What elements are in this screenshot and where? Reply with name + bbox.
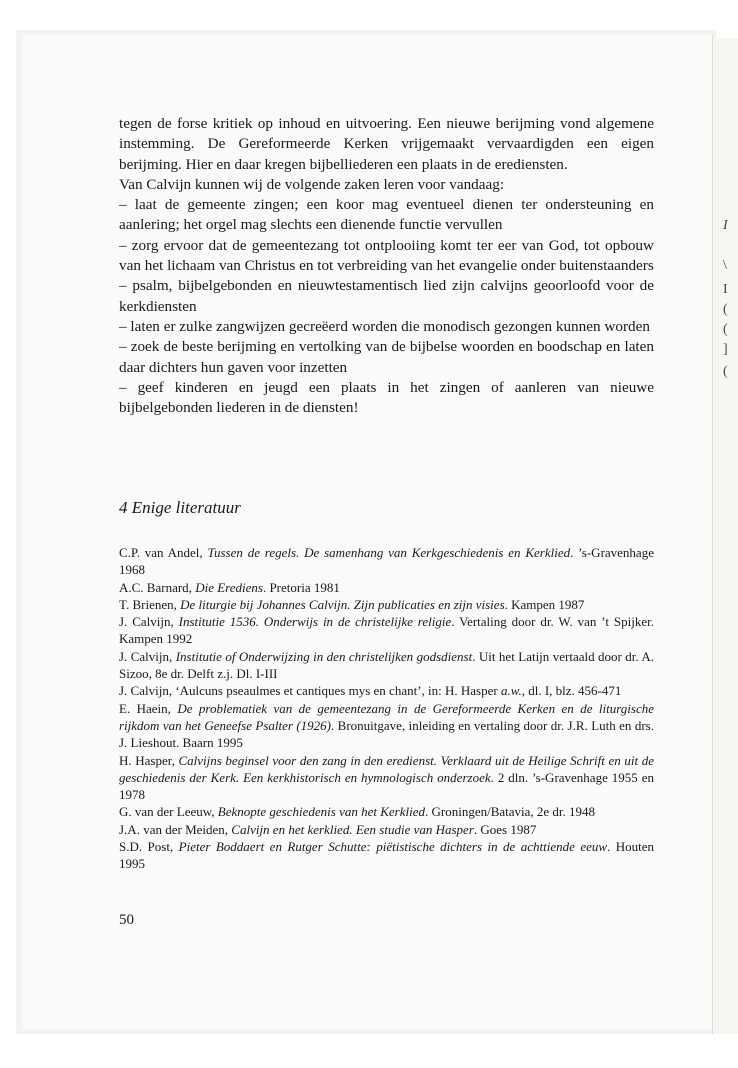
ref-title: a.w. bbox=[500, 683, 522, 699]
ref-author: J.A. van der Meiden, bbox=[119, 821, 232, 837]
reference-entry bbox=[119, 682, 654, 699]
ref-author: C.P. van Andel, bbox=[119, 545, 208, 560]
reference-entry bbox=[119, 752, 654, 804]
ref-author: H. Hasper, bbox=[119, 752, 179, 768]
reference-entry bbox=[119, 803, 654, 820]
ref-author: S.D. Post, bbox=[119, 839, 179, 855]
ref-author: J. Calvijn, bbox=[119, 614, 179, 630]
ref-title: De problematiek van de gemeentezang in de Gereformeerde Kerken en de liturgische rijkdom van het Geneefse Psalter (1926) bbox=[119, 700, 655, 733]
adjacent-glyph: ( bbox=[723, 322, 728, 337]
reference-entry bbox=[119, 700, 654, 752]
bullet-item: – geef kinderen en jeugd een plaats in het zingen of aanleren van nieuwe bijbelgebonden liederen in de diensten! bbox=[119, 378, 654, 417]
bullet-item: – laat de gemeente zingen; een koor mag eventueel dienen ter ondersteuning en aanlering; het orgel mag slechts een dienende functie vervullen bbox=[119, 196, 654, 234]
ref-publication: . Uit het Latijn vertaald door dr. A. Sizoo, 8e dr. Delft z.j. Dl. I-III bbox=[119, 648, 655, 682]
adjacent-glyph: ( bbox=[723, 364, 728, 379]
ref-publication: . ’s-Gravenhage 1968 bbox=[119, 545, 654, 578]
ref-author: J. Calvijn, ‘Aulcuns pseaulmes et cantiques mys en chant’, in: H. Hasper bbox=[119, 683, 501, 699]
section-heading: 4 Enige literatuur bbox=[119, 498, 241, 517]
reference-entry bbox=[119, 596, 654, 613]
adjacent-glyph: \ bbox=[723, 258, 727, 273]
adjacent-glyph: ( bbox=[723, 302, 728, 317]
ref-publication: . Kampen 1987 bbox=[504, 596, 585, 612]
ref-publication: . Houten 1995 bbox=[119, 839, 654, 872]
ref-publication: . 2 dln. ’s-Gravenhage 1955 en 1978 bbox=[119, 769, 654, 803]
reference-entry bbox=[119, 544, 654, 579]
body-text bbox=[119, 114, 654, 418]
ref-publication: . Goes 1987 bbox=[473, 821, 537, 837]
ref-title: De liturgie bij Johannes Calvijn. Zijn publicaties en zijn visies bbox=[180, 596, 505, 612]
ref-title: Tussen de regels. De samenhang van Kerkgeschiedenis en Kerklied bbox=[207, 545, 571, 560]
ref-author: A.C. Barnard, bbox=[119, 579, 196, 595]
ref-publication: . Bronuitgave, inleiding en vertaling door dr. J.R. Luth en drs. J. Lieshout. Baarn 1995 bbox=[119, 717, 654, 751]
ref-title: Pieter Boddaert en Rutger Schutte: piëtistische dichters in de achttiende eeuw bbox=[178, 839, 608, 855]
adjacent-glyph: I bbox=[723, 218, 728, 233]
adjacent-glyph: ] bbox=[723, 342, 728, 357]
ref-author: E. Haein, bbox=[119, 700, 178, 716]
ref-title: Calvijn en het kerklied. Een studie van Hasper bbox=[231, 821, 474, 837]
adjacent-glyph: I bbox=[723, 282, 728, 297]
reference-entry bbox=[119, 613, 654, 648]
page-number: 50 bbox=[119, 912, 134, 928]
bullet-item: – laten er zulke zangwijzen gecreëerd worden die monodisch gezongen kunnen worden bbox=[119, 317, 650, 335]
bullet-item: – zoek de beste berijming en vertolking van de bijbelse woorden en boodschap en laten daar dichters hun gaven voor inzetten bbox=[119, 338, 654, 376]
ref-author: T. Brienen, bbox=[119, 596, 181, 612]
ref-publication: . Vertaling door dr. W. van ’t Spijker. Kampen 1992 bbox=[119, 614, 654, 647]
ref-author: G. van der Leeuw, bbox=[119, 804, 218, 820]
ref-title: Institutie 1536. Onderwijs in de christelijke religie bbox=[178, 614, 452, 630]
bullet-item: – zorg ervoor dat de gemeentezang tot ontplooiing komt ter eer van God, tot opbouw van het lichaam van Christus en tot verbreiding van het evangelie onder buitenstaanders bbox=[119, 236, 654, 275]
reference-entry bbox=[119, 821, 654, 838]
adjacent-page-edge bbox=[712, 38, 738, 1034]
ref-title: Calvijns beginsel voor den zang in den eredienst. Verklaard uit de Heilige Schrift en uit de geschiedenis der Kerk. Een kerkhistorisch en hymnologisch onderzoek bbox=[119, 752, 655, 785]
bullet-item: – psalm, bijbelgebonden en nieuwtestamentisch lied zijn calvijns geoorloofd voor de kerkdiensten bbox=[119, 277, 654, 315]
ref-title: Die Erediens bbox=[195, 579, 263, 595]
ref-title: Beknopte geschiedenis van het Kerklied bbox=[217, 804, 425, 820]
ref-publication: . Groningen/Batavia, 2e dr. 1948 bbox=[425, 804, 596, 820]
reference-entry bbox=[119, 838, 654, 873]
reference-entry bbox=[119, 648, 654, 683]
ref-publication: . Pretoria 1981 bbox=[262, 579, 340, 595]
ref-publication: , dl. I, blz. 456-471 bbox=[521, 683, 622, 699]
body-paragraph: tegen de forse kritiek op inhoud en uitvoering. Een nieuwe berijming vond algemene instemming. De Gereformeerde Kerken vrijgemaakt vervaardigden een eigen berijming. Hier en daar kregen bijbelliederen een plaats in de erediensten. bbox=[119, 115, 654, 173]
ref-author: J. Calvijn, bbox=[119, 648, 176, 664]
reference-list bbox=[119, 544, 654, 873]
reference-entry bbox=[119, 579, 654, 596]
body-lead: Van Calvijn kunnen wij de volgende zaken leren voor vandaag: bbox=[119, 175, 505, 193]
ref-title: Institutie of Onderwijzing in den christelijken godsdienst bbox=[175, 648, 473, 664]
